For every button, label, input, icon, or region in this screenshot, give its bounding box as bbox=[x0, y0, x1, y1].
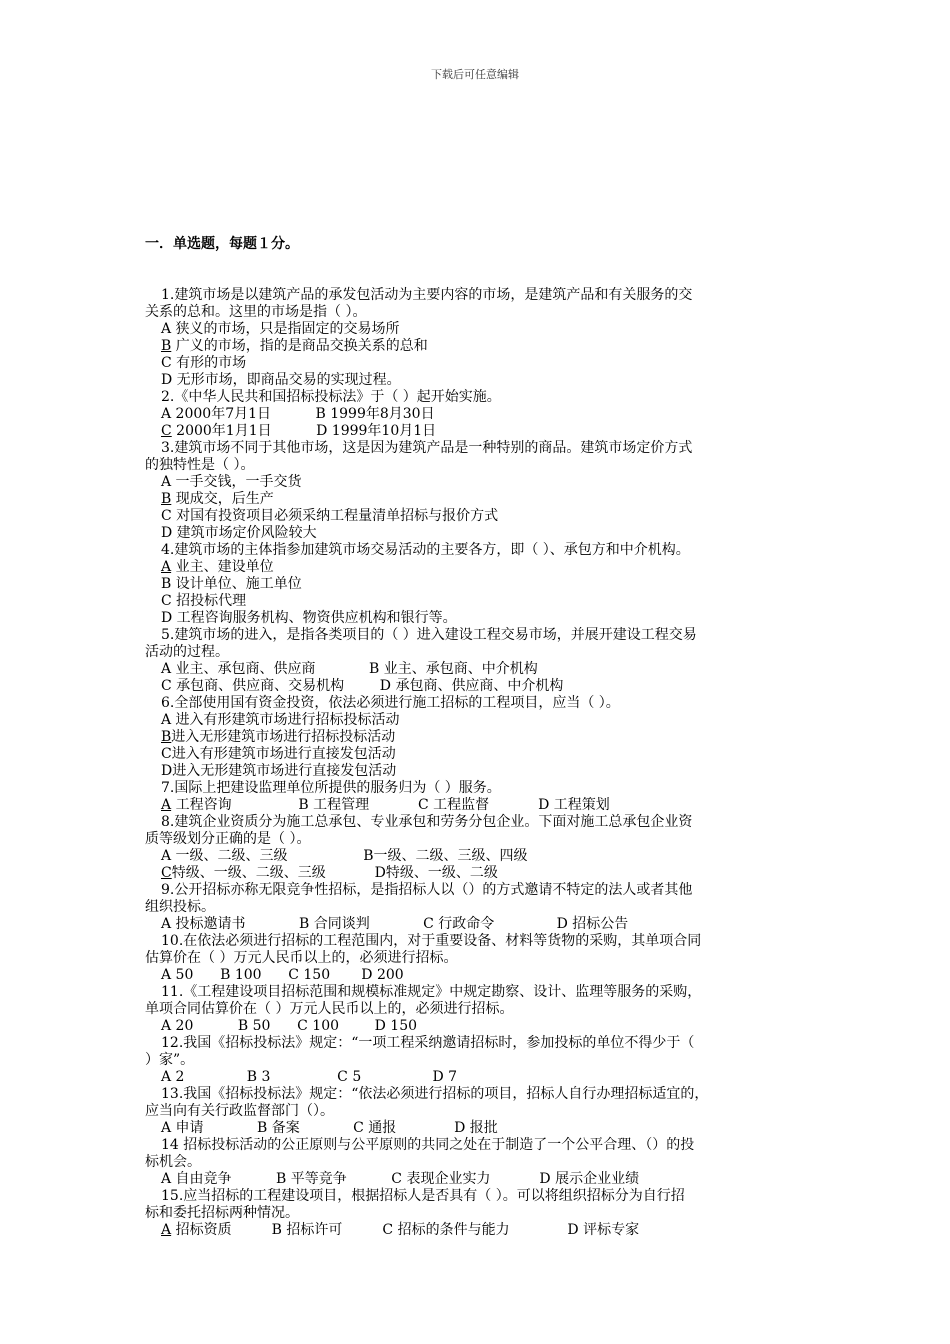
answer-letter: C bbox=[161, 865, 172, 881]
text-line: C 有形的市场 bbox=[161, 355, 247, 371]
text-line: 活动的过程。 bbox=[145, 644, 229, 660]
text-line: 10.在依法必须进行招标的工程范围内，对于重要设备、材料等货物的采购，其单项合同 bbox=[161, 933, 702, 949]
text-line: 11.《工程建设项目招标范围和规模标准规定》中规定勘察、设计、监理等服务的采购， bbox=[161, 984, 702, 1000]
text-line: C 招投标代理 bbox=[161, 593, 247, 609]
text-line: ）家”。 bbox=[145, 1052, 195, 1068]
text-line: 单项合同估算价在（ ）万元人民币以上的，必须进行招标。 bbox=[145, 1001, 514, 1017]
text-line: C进入有形建筑市场进行直接发包活动 bbox=[161, 746, 396, 762]
text-line: A 20 B 50 C 100 D 150 bbox=[161, 1018, 418, 1034]
text-line: A 申请 B 备案 C 通报 D 报批 bbox=[161, 1120, 498, 1136]
answer-letter: A bbox=[161, 797, 172, 813]
text-line: D 建筑市场定价风险较大 bbox=[161, 525, 317, 541]
text-line: D进入无形建筑市场进行直接发包活动 bbox=[161, 763, 397, 779]
text-line: 估算价在（ ）万元人民币以上的，必须进行招标。 bbox=[145, 950, 458, 966]
text-line: D 工程咨询服务机构、物资供应机构和银行等。 bbox=[161, 610, 457, 626]
text-line: B 现成交，后生产 bbox=[161, 491, 274, 507]
text-line: C特级、一级、二级、三级 D特级、一级、二级 bbox=[161, 865, 498, 881]
answer-letter: A bbox=[161, 559, 172, 575]
text-line: 13.我国《招标投标法》规定：“依法必须进行招标的项目，招标人自行办理招标适宜的， bbox=[161, 1086, 709, 1102]
text-line: 标和委托招标两种情况。 bbox=[145, 1205, 299, 1221]
text-line: 8.建筑企业资质分为施工总承包、专业承包和劳务分包企业。下面对施工总承包企业资 bbox=[161, 814, 693, 830]
text-line: 14 招标投标活动的公正原则与公平原则的共同之处在于制造了一个公平合理、（）的投 bbox=[161, 1137, 695, 1153]
text-line: A 招标资质 B 招标许可 C 招标的条件与能力 D 评标专家 bbox=[161, 1222, 640, 1238]
text-line: A 投标邀请书 B 合同谈判 C 行政命令 D 招标公告 bbox=[161, 916, 629, 932]
text-line: 9.公开招标亦称无限竞争性招标，是指招标人以（）的方式邀请不特定的法人或者其他 bbox=[161, 882, 693, 898]
text-line: 3.建筑市场不同于其他市场，这是因为建筑产品是一种特别的商品。建筑市场定价方式 bbox=[161, 440, 693, 456]
text-line: C 对国有投资项目必须采纳工程量清单招标与报价方式 bbox=[161, 508, 499, 524]
text-line: 6.全部使用国有资金投资，依法必须进行施工招标的工程项目，应当（ ）。 bbox=[161, 695, 620, 711]
text-line: A 50 B 100 C 150 D 200 bbox=[161, 967, 404, 983]
text-line: 7.国际上把建设监理单位所提供的服务归为（ ）服务。 bbox=[161, 780, 501, 796]
page-header: 下载后可任意编辑 bbox=[431, 68, 519, 81]
text-line: 12.我国《招标投标法》规定：“一项工程采纳邀请招标时，参加投标的单位不得少于（ bbox=[161, 1035, 695, 1051]
text-line: 5.建筑市场的进入，是指各类项目的（ ）进入建设工程交易市场，并展开建设工程交易 bbox=[161, 627, 697, 643]
text-line: A 一手交钱，一手交货 bbox=[161, 474, 302, 490]
text-line: 标机会。 bbox=[145, 1154, 201, 1170]
text-line: A 工程咨询 B 工程管理 C 工程监督 D 工程策划 bbox=[161, 797, 610, 813]
text-line: A 狭义的市场，只是指固定的交易场所 bbox=[161, 321, 400, 337]
text-line: 4.建筑市场的主体指参加建筑市场交易活动的主要各方，即（ ）、承包方和中介机构。 bbox=[161, 542, 690, 558]
text-line: 15.应当招标的工程建设项目，根据招标人是否具有（ ）。可以将组织招标分为自行招 bbox=[161, 1188, 685, 1204]
answer-letter: A bbox=[161, 1222, 172, 1238]
text-line: A 一级、二级、三级 B一级、二级、三级、四级 bbox=[161, 848, 528, 864]
text-line: A 业主、建设单位 bbox=[161, 559, 274, 575]
text-line: B 广义的市场，指的是商品交换关系的总和 bbox=[161, 338, 428, 354]
text-line: 2.《中华人民共和国招标投标法》于（ ）起开始实施。 bbox=[161, 389, 501, 405]
text-line: 1.建筑市场是以建筑产品的承发包活动为主要内容的市场，是建筑产品和有关服务的交 bbox=[161, 287, 693, 303]
answer-letter: B bbox=[161, 729, 172, 745]
question-lines bbox=[145, 287, 815, 1239]
answer-letter: B bbox=[161, 338, 172, 354]
text-line: A 自由竞争 B 平等竞争 C 表现企业实力 D 展示企业业绩 bbox=[161, 1171, 640, 1187]
text-line: C 承包商、供应商、交易机构 D 承包商、供应商、中介机构 bbox=[161, 678, 564, 694]
text-line: A 2000年7月1日 B 1999年8月30日 bbox=[161, 406, 435, 422]
text-line: 质等级划分正确的是（ ）。 bbox=[145, 831, 311, 847]
answer-letter: C bbox=[161, 423, 172, 439]
text-line: B进入无形建筑市场进行招标投标活动 bbox=[161, 729, 396, 745]
text-line: 的独特性是（ ）。 bbox=[145, 457, 255, 473]
text-line: A 2 B 3 C 5 D 7 bbox=[161, 1069, 458, 1085]
section-title: 一．单选题，每题１分。 bbox=[145, 236, 299, 252]
text-line: A 业主、承包商、供应商 B 业主、承包商、中介机构 bbox=[161, 661, 538, 677]
text-line: 应当向有关行政监督部门（）。 bbox=[145, 1103, 334, 1119]
text-line: B 设计单位、施工单位 bbox=[161, 576, 302, 592]
text-line: C 2000年1月1日 D 1999年10月1日 bbox=[161, 423, 437, 439]
answer-letter: B bbox=[161, 491, 172, 507]
text-line: 关系的总和。这里的市场是指（ ）。 bbox=[145, 304, 367, 320]
text-line: 组织投标。 bbox=[145, 899, 215, 915]
text-line: D 无形市场，即商品交易的实现过程。 bbox=[161, 372, 401, 388]
text-line: A 进入有形建筑市场进行招标投标活动 bbox=[161, 712, 400, 728]
document-body bbox=[145, 202, 815, 1256]
